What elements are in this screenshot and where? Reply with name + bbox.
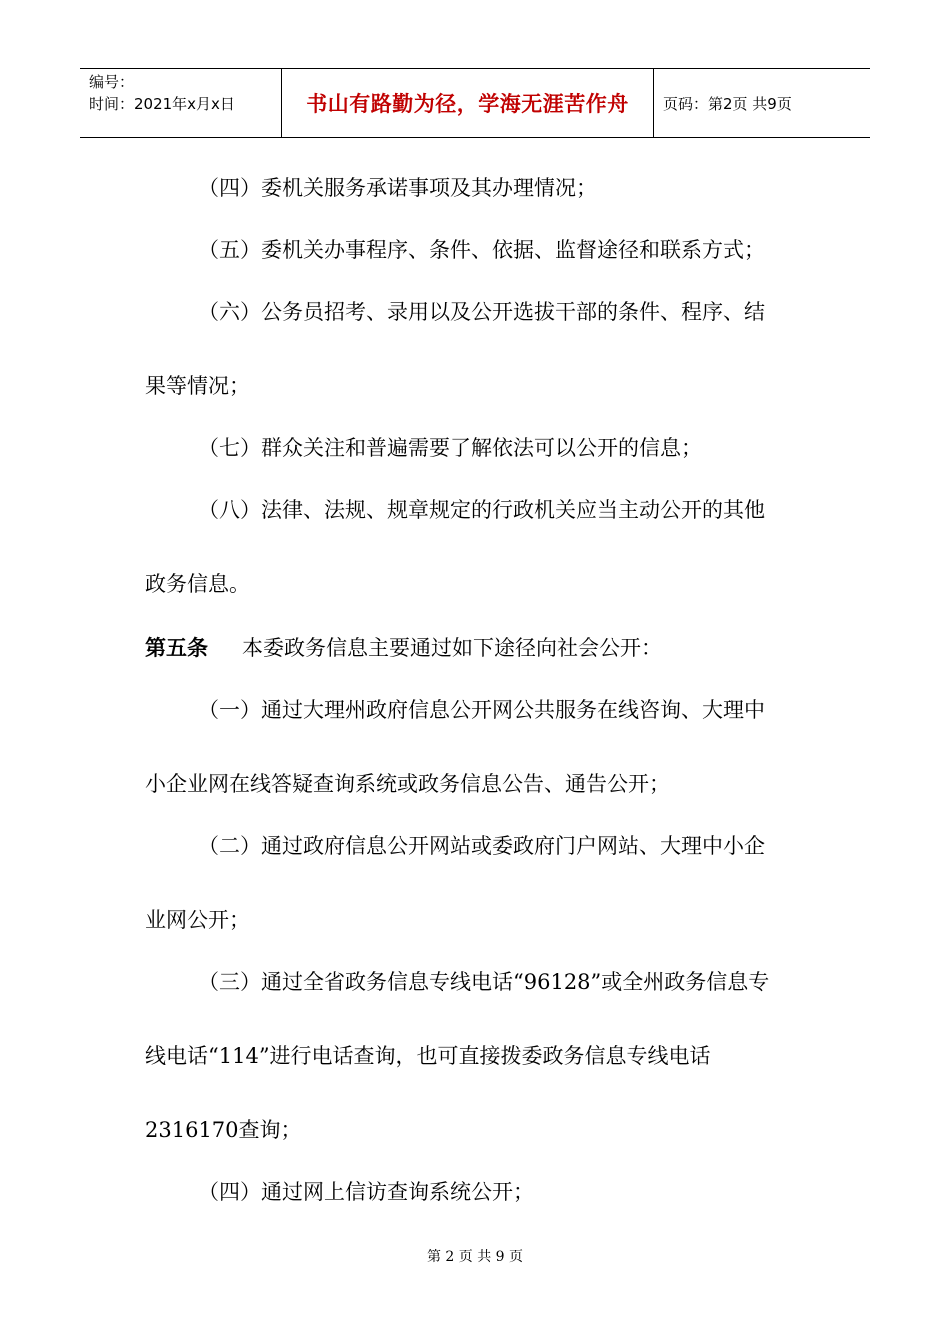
body-line: （六）公务员招考、录用以及公开选拔干部的条件、程序、结	[198, 300, 765, 324]
body-line: 线电话“114”进行电话查询，也可直接拨委政务信息专线电话	[145, 1044, 711, 1068]
header-page: 页码：第2页 共9页	[663, 94, 792, 113]
body-line: （七）群众关注和普遍需要了解依法可以公开的信息；	[198, 436, 702, 460]
body-line: 业网公开；	[145, 908, 250, 932]
body-line: 政务信息。	[145, 572, 250, 596]
header-motto: 书山有路勤为径，学海无涯苦作舟	[281, 69, 654, 137]
body-line: （一）通过大理州政府信息公开网公共服务在线咨询、大理中	[198, 698, 765, 722]
body-line: （三）通过全省政务信息专线电话“96128”或全州政务信息专	[198, 970, 770, 994]
page-footer: 第 2 页 共 9 页	[426, 1249, 524, 1265]
body-line: 果等情况；	[145, 374, 250, 398]
body-line: （四）通过网上信访查询系统公开；	[198, 1180, 534, 1204]
body-line: 小企业网在线答疑查询系统或政务信息公告、通告公开；	[145, 772, 670, 796]
header-info	[80, 69, 281, 137]
article-text: 本委政务信息主要通过如下途径向社会公开：	[242, 636, 662, 660]
article-line	[145, 632, 662, 662]
header-date: 时间：2021年x月x日	[89, 95, 235, 113]
body-line: 2316170查询；	[145, 1118, 302, 1142]
article-label: 第五条	[145, 636, 208, 660]
body-line: （八）法律、法规、规章规定的行政机关应当主动公开的其他	[198, 498, 765, 522]
header-number: 编号：	[89, 73, 135, 91]
body-line: （四）委机关服务承诺事项及其办理情况；	[198, 176, 597, 200]
body-line: （五）委机关办事程序、条件、依据、监督途径和联系方式；	[198, 238, 765, 262]
body-line: （二）通过政府信息公开网站或委政府门户网站、大理中小企	[198, 834, 765, 858]
document-header	[80, 68, 870, 138]
